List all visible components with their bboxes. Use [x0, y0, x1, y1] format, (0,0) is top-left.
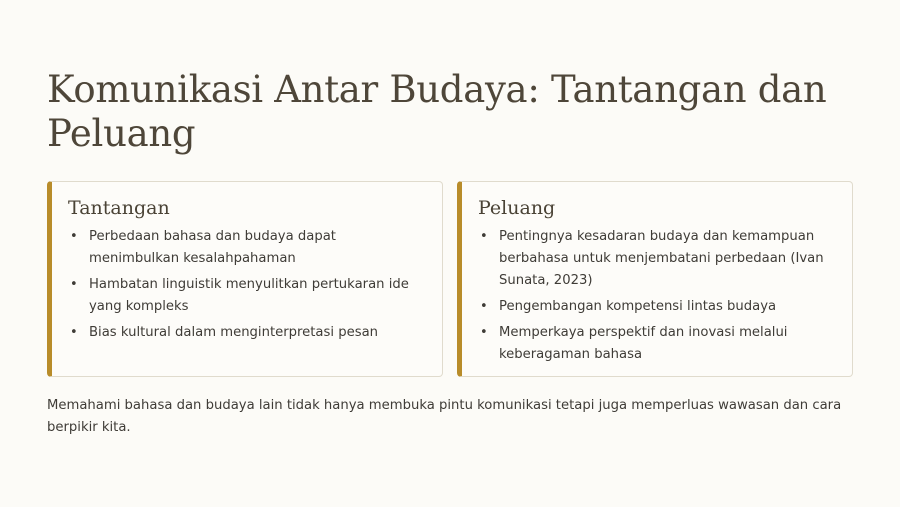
bullet-icon: •	[70, 229, 78, 244]
card-peluang	[457, 181, 853, 377]
list-item-text: Bias kultural dalam menginterpretasi pesan	[89, 325, 379, 340]
card-heading-tantangan: Tantangan	[68, 197, 170, 219]
bullet-icon: •	[480, 325, 488, 340]
list-item-text: Pengembangan kompetensi lintas budaya	[499, 299, 777, 314]
list-item-text: Pentingnya kesadaran budaya dan kemampuan berbahasa untuk menjembatani perbedaan (Ivan Sunata, 2023)	[499, 229, 824, 288]
list-item	[478, 322, 836, 366]
card-heading-peluang: Peluang	[478, 197, 556, 219]
list-item	[68, 226, 426, 270]
bullet-icon: •	[70, 325, 78, 340]
list-peluang	[478, 226, 836, 366]
slide-title: Komunikasi Antar Budaya: Tantangan dan Peluang	[47, 68, 827, 155]
list-item-text: Hambatan linguistik menyulitkan pertukaran ide yang kompleks	[89, 277, 409, 314]
list-item-text: Memperkaya perspektif dan inovasi melalui keberagaman bahasa	[499, 325, 788, 362]
list-tantangan	[68, 226, 426, 344]
list-item	[68, 274, 426, 318]
list-item	[68, 322, 426, 344]
footer-text: Memahami bahasa dan budaya lain tidak hanya membuka pintu komunikasi tetapi juga memperluas wawasan dan cara berpikir kita.	[47, 398, 842, 435]
bullet-icon: •	[70, 277, 78, 292]
list-item	[478, 296, 836, 318]
bullet-icon: •	[480, 229, 488, 244]
list-item-text: Perbedaan bahasa dan budaya dapat menimbulkan kesalahpahaman	[89, 229, 336, 266]
list-item	[478, 226, 836, 292]
card-tantangan	[47, 181, 443, 377]
bullet-icon: •	[480, 299, 488, 314]
